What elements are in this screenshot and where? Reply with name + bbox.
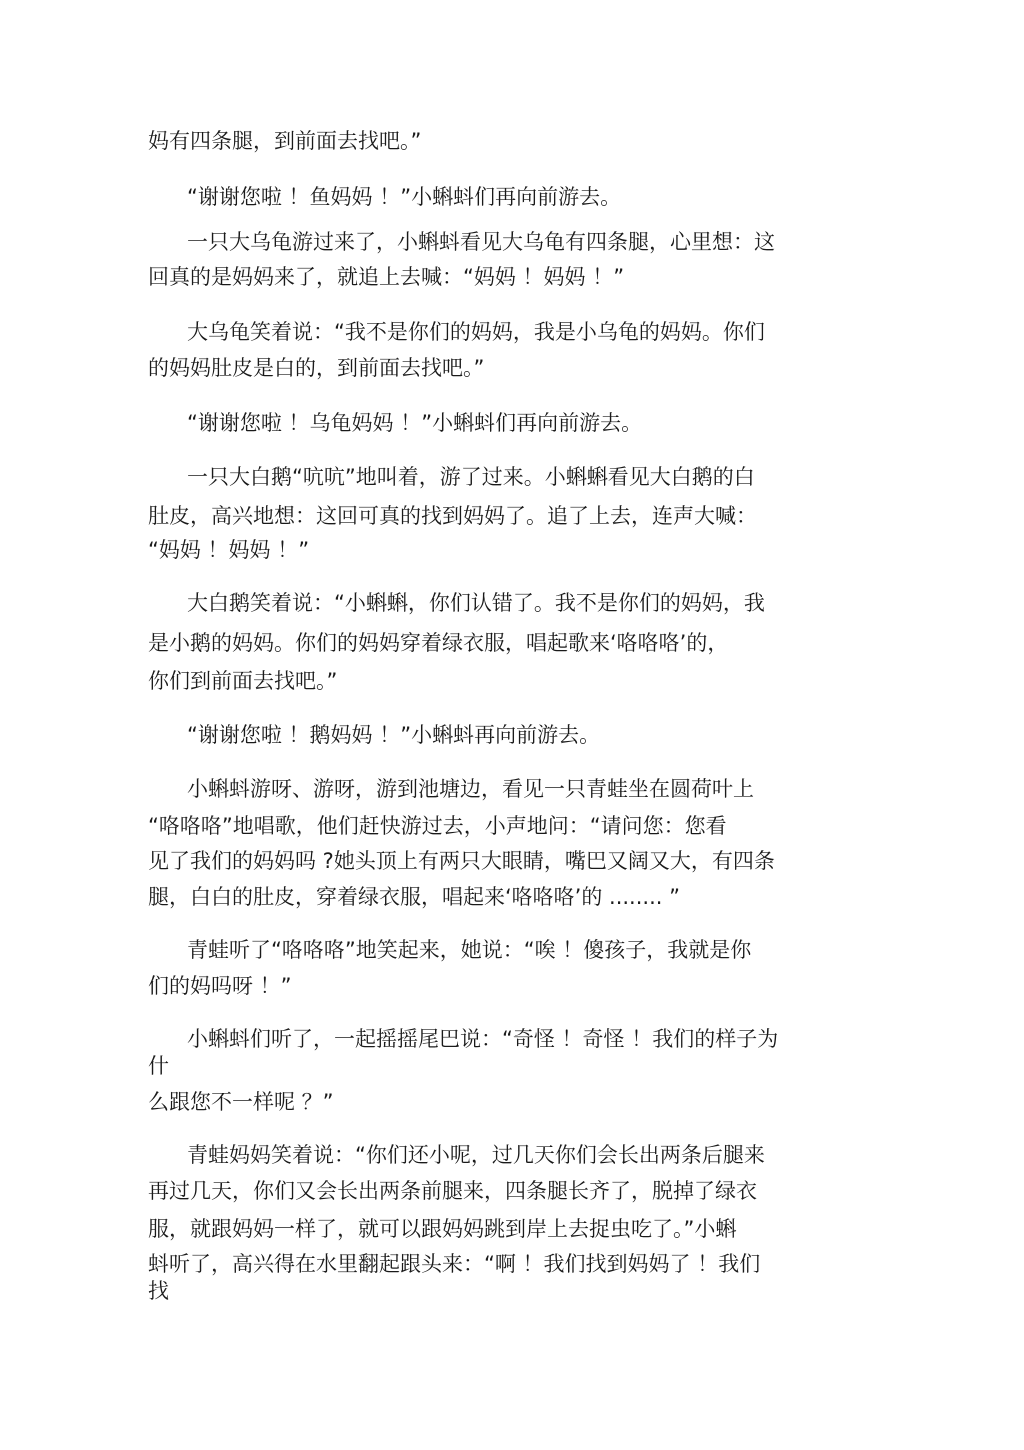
text-line: 的妈妈肚皮是白的，到前面去找吧。”	[148, 356, 485, 380]
text-line: 肚皮，高兴地想：这回可真的找到妈妈了。追了上去，连声大喊：	[148, 504, 757, 528]
text-line: 么跟您不一样呢 ？”	[148, 1090, 334, 1114]
text-line: 再过几天，你们又会长出两条前腿来，四条腿长齐了，脱掉了绿衣	[148, 1179, 757, 1203]
text-line: 大白鹅笑着说：“小蝌蝌，你们认错了。我不是你们的妈妈，我	[187, 591, 765, 615]
text-line: 服，就跟妈妈一样了，就可以跟妈妈跳到岸上去捉虫吃了。”小蝌	[148, 1217, 737, 1241]
text-line: “妈妈 ！妈妈 ！”	[148, 538, 310, 562]
text-line: 是小鹅的妈妈。你们的妈妈穿着绿衣服，唱起歌来‘咯咯咯’的，	[148, 631, 729, 655]
text-line: 一只大白鹅“吭吭”地叫着，游了过来。小蝌蝌看见大白鹅的白	[187, 465, 755, 489]
text-line: “咯咯咯”地唱歌，他们赶快游过去，小声地问：“请问您：您看	[148, 814, 727, 838]
text-line: 蚪听了，高兴得在水里翻起跟头来：“啊 ！我们找到妈妈了 ！我们	[148, 1252, 761, 1276]
text-line: “谢谢您啦 ！鱼妈妈 ！”小蝌蚪们再向前游去。	[187, 185, 622, 209]
text-line: 小蝌蚪们听了，一起摇摇尾巴说：“奇怪 ！奇怪 ！我们的样子为	[187, 1027, 779, 1051]
text-line: 回真的是妈妈来了，就追上去喊：“妈妈 ！妈妈 ！”	[148, 265, 625, 289]
text-line: 见了我们的妈妈吗 ?她头顶上有两只大眼睛，嘴巴又阔又大，有四条	[148, 849, 775, 873]
text-line: 你们到前面去找吧。”	[148, 669, 338, 693]
text-line: “谢谢您啦 ！乌龟妈妈 ！”小蝌蚪们再向前游去。	[187, 411, 643, 435]
text-line: “谢谢您啦 ！鹅妈妈 ！”小蝌蚪再向前游去。	[187, 723, 601, 747]
text-line: 小蝌蚪游呀、游呀，游到池塘边，看见一只青蛙坐在圆荷叶上	[187, 777, 754, 801]
text-line: 找	[148, 1279, 169, 1303]
text-line: 一只大乌龟游过来了，小蝌蚪看见大乌龟有四条腿，心里想：这	[187, 230, 775, 254]
text-line: 妈有四条腿，到前面去找吧。”	[148, 129, 422, 153]
text-line: 们的妈吗呀 ！”	[148, 974, 292, 998]
text-line: 青蛙妈妈笑着说：“你们还小呢，过几天你们会长出两条后腿来	[187, 1143, 765, 1167]
text-line: 腿，白白的肚皮，穿着绿衣服，唱起来‘咯咯咯’的 ........ ”	[148, 885, 680, 909]
text-line: 青蛙听了“咯咯咯”地笑起来，她说：“唉 ！傻孩子，我就是你	[187, 938, 752, 962]
text-line: 大乌龟笑着说：“我不是你们的妈妈，我是小乌龟的妈妈。你们	[187, 320, 765, 344]
text-line: 什	[148, 1054, 169, 1078]
